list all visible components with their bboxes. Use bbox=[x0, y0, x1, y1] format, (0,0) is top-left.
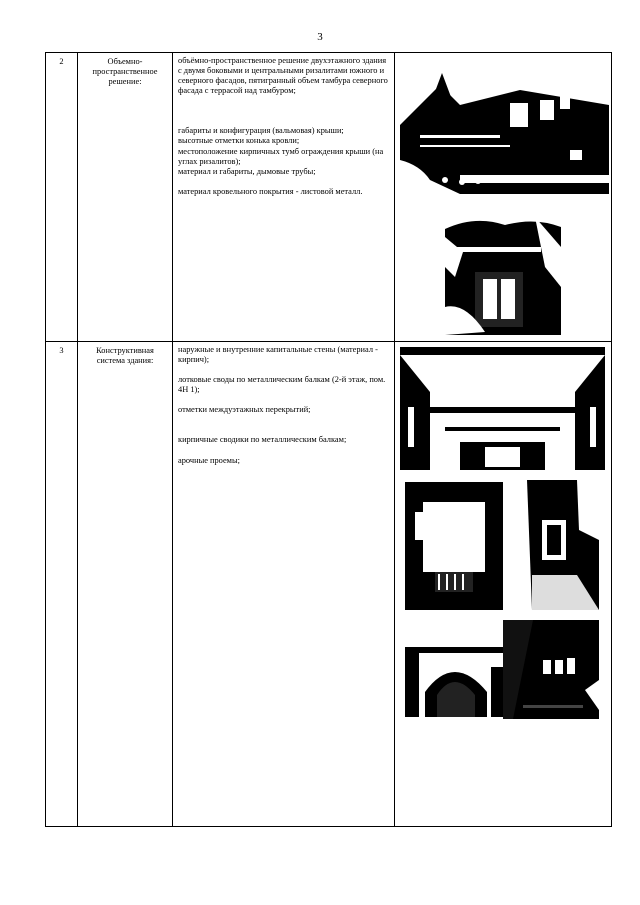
description-item: арочные проемы; bbox=[178, 455, 240, 465]
description-item: местоположение кирпичных тумб ограждения крыши (на углах ризалитов); bbox=[178, 146, 384, 166]
description-item: габариты и конфигурация (вальмовая) крыши; bbox=[178, 126, 344, 136]
row-category: Объемно-пространственное решение: bbox=[78, 53, 173, 342]
description-item: объёмно-пространственное решение двухэтажного здания с двумя боковыми и центральными ризалитами южного и северного фасадов, пятигранный объем тамбура северного фасада с террасой над тамбуром; bbox=[178, 56, 388, 96]
interior-photo bbox=[503, 620, 599, 719]
description-item: лотковые своды по металлическим балкам (2-й этаж, пом. 4Н 1); bbox=[178, 375, 386, 395]
row-description bbox=[173, 342, 395, 827]
table-row bbox=[46, 342, 612, 827]
facade-photo bbox=[400, 65, 609, 194]
description-item: наружные и внутренние капитальные стены (материал - кирпич); bbox=[178, 345, 378, 365]
description-item: отметки междуэтажных перекрытий; bbox=[178, 405, 311, 415]
description-item: материал кровельного покрытия - листовой металл. bbox=[178, 186, 363, 196]
row-description bbox=[173, 53, 395, 342]
arch-photo bbox=[405, 647, 503, 717]
vaulted-ceiling-photo bbox=[400, 347, 605, 470]
table-row bbox=[46, 53, 612, 342]
row-number: 3 bbox=[46, 342, 78, 827]
photo-cell bbox=[395, 342, 612, 827]
entrance-photo bbox=[445, 207, 561, 335]
page-number: 3 bbox=[317, 31, 323, 43]
row-category: Конструктивная система здания: bbox=[78, 342, 173, 827]
window-photo bbox=[405, 482, 503, 610]
description-item: высотные отметки конька кровли; bbox=[178, 136, 300, 146]
row-number: 2 bbox=[46, 53, 78, 342]
photo-cell bbox=[395, 53, 612, 342]
corridor-photo bbox=[507, 480, 599, 610]
description-item: кирпичные сводики по металлическим балкам; bbox=[178, 435, 347, 445]
protected-features-table bbox=[45, 52, 612, 827]
description-item: материал и габариты, дымовые трубы; bbox=[178, 166, 316, 176]
